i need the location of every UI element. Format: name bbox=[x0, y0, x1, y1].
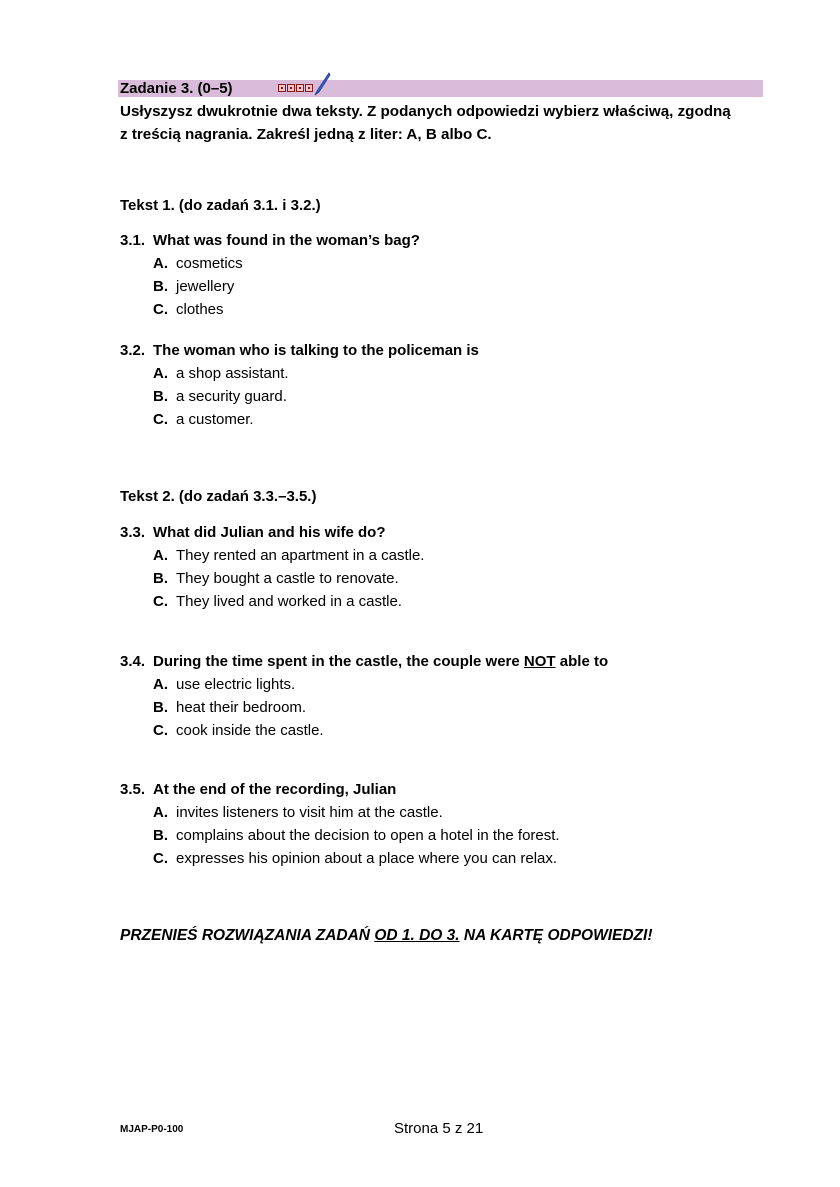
option-letter: B. bbox=[153, 278, 168, 295]
option-text: a security guard. bbox=[176, 388, 287, 405]
option-c[interactable] bbox=[120, 298, 420, 321]
option-text: a shop assistant. bbox=[176, 365, 289, 382]
option-text: expresses his opinion about a place where you can relax. bbox=[176, 850, 558, 867]
question-prompt: What was found in the woman’s bag? bbox=[153, 232, 420, 249]
option-text: cook inside the castle. bbox=[176, 722, 324, 739]
audio-task-icon bbox=[278, 84, 313, 92]
option-letter: C. bbox=[153, 301, 168, 318]
task-title: Zadanie 3. (0–5) bbox=[120, 80, 233, 97]
option-a[interactable] bbox=[120, 544, 424, 567]
option-c[interactable] bbox=[120, 408, 479, 431]
option-letter: C. bbox=[153, 850, 168, 867]
option-text: heat their bedroom. bbox=[176, 699, 307, 716]
option-letter: C. bbox=[153, 722, 168, 739]
option-b[interactable] bbox=[120, 567, 424, 590]
option-text: use electric lights. bbox=[176, 676, 296, 693]
option-text: clothes bbox=[176, 301, 224, 318]
option-letter: B. bbox=[153, 699, 168, 716]
emphasis-not: NOT bbox=[523, 653, 556, 670]
option-c[interactable] bbox=[120, 847, 560, 870]
page-number: Strona 5 z 21 bbox=[394, 1120, 484, 1137]
transfer-text: PRZENIEŚ ROZWIĄZANIA ZADAŃ bbox=[120, 927, 370, 944]
option-b[interactable] bbox=[120, 275, 420, 298]
text-1-heading: Tekst 1. (do zadań 3.1. i 3.2.) bbox=[120, 197, 321, 214]
option-text: They rented an apartment in a castle. bbox=[176, 547, 425, 564]
option-b[interactable] bbox=[120, 696, 608, 719]
option-letter: A. bbox=[153, 255, 168, 272]
option-a[interactable] bbox=[120, 801, 560, 824]
option-text: invites listeners to visit him at the castle. bbox=[176, 804, 443, 821]
instruction-line: Usłyszysz dwukrotnie dwa teksty. Z podanych odpowiedzi wybierz właściwą, zgodną bbox=[120, 103, 731, 120]
audio-box-icon bbox=[278, 84, 286, 92]
option-text: They bought a castle to renovate. bbox=[176, 570, 399, 587]
question-3-3 bbox=[120, 521, 424, 613]
question-number: 3.1. bbox=[120, 232, 146, 249]
transfer-instruction bbox=[120, 926, 653, 946]
transfer-text: NA KARTĘ ODPOWIEDZI! bbox=[463, 927, 653, 944]
option-letter: A. bbox=[153, 365, 168, 382]
option-letter: B. bbox=[153, 388, 168, 405]
question-prompt: The woman who is talking to the policeman is bbox=[153, 342, 479, 359]
text-2-heading: Tekst 2. (do zadań 3.3.–3.5.) bbox=[120, 488, 317, 505]
option-text: jewellery bbox=[176, 278, 235, 295]
option-a[interactable] bbox=[120, 252, 420, 275]
question-3-1 bbox=[120, 229, 420, 321]
question-prompt: What did Julian and his wife do? bbox=[153, 524, 386, 541]
audio-box-icon bbox=[305, 84, 313, 92]
option-letter: C. bbox=[153, 411, 168, 428]
option-letter: A. bbox=[153, 547, 168, 564]
pen-icon bbox=[313, 72, 331, 96]
question-3-4 bbox=[120, 650, 608, 742]
option-letter: C. bbox=[153, 593, 168, 610]
option-a[interactable] bbox=[120, 362, 479, 385]
option-c[interactable] bbox=[120, 719, 608, 742]
question-prompt-part: able to bbox=[559, 653, 609, 670]
question-number: 3.2. bbox=[120, 342, 146, 359]
question-number: 3.5. bbox=[120, 781, 146, 798]
option-c[interactable] bbox=[120, 590, 424, 613]
question-number: 3.4. bbox=[120, 653, 146, 670]
question-3-2 bbox=[120, 339, 479, 431]
option-text: They lived and worked in a castle. bbox=[176, 593, 402, 610]
option-b[interactable] bbox=[120, 824, 560, 847]
question-3-5 bbox=[120, 778, 560, 870]
question-prompt: At the end of the recording, Julian bbox=[153, 781, 397, 798]
option-b[interactable] bbox=[120, 385, 479, 408]
audio-box-icon bbox=[287, 84, 295, 92]
option-text: a customer. bbox=[176, 411, 254, 428]
task-instruction bbox=[120, 100, 770, 146]
option-text: cosmetics bbox=[176, 255, 243, 272]
option-letter: A. bbox=[153, 804, 168, 821]
audio-box-icon bbox=[296, 84, 304, 92]
option-letter: A. bbox=[153, 676, 168, 693]
option-letter: B. bbox=[153, 570, 168, 587]
question-number: 3.3. bbox=[120, 524, 146, 541]
transfer-range: OD 1. DO 3. bbox=[374, 927, 460, 944]
option-text: complains about the decision to open a hotel in the forest. bbox=[176, 827, 560, 844]
option-a[interactable] bbox=[120, 673, 608, 696]
exam-code: MJAP-P0-100 bbox=[120, 1124, 184, 1135]
instruction-line: z treścią nagrania. Zakreśl jedną z liter: A, B albo C. bbox=[120, 126, 492, 143]
question-prompt-part: During the time spent in the castle, the couple were bbox=[153, 653, 520, 670]
option-letter: B. bbox=[153, 827, 168, 844]
